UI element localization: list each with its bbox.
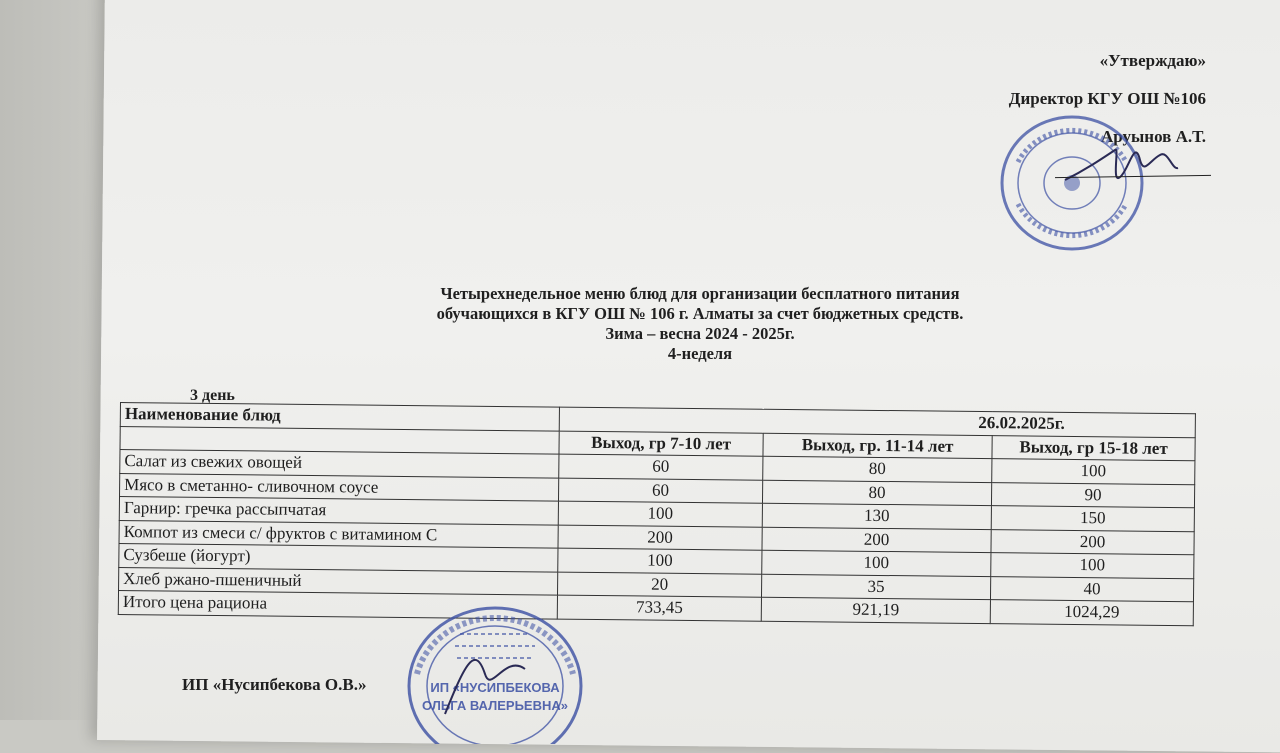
- header-age-15-18: Выход, гр 15-18 лет: [992, 435, 1195, 461]
- portion-7-10: 100: [558, 548, 762, 574]
- portion-15-18: 100: [991, 553, 1194, 579]
- director-signature-icon: [1060, 130, 1180, 200]
- portion-15-18: 200: [991, 529, 1194, 555]
- supplier-seal-stamp-icon: [405, 604, 585, 744]
- document-title: [300, 284, 1100, 364]
- portion-15-18: 150: [991, 506, 1194, 532]
- portion-15-18: 40: [990, 576, 1193, 602]
- portion-11-14: 35: [761, 574, 990, 600]
- menu-table: [118, 402, 1196, 626]
- portion-11-14: 80: [762, 480, 991, 506]
- portion-7-10: 200: [558, 525, 762, 551]
- portion-15-18: 90: [991, 482, 1194, 508]
- total-price-11-14: 921,19: [761, 597, 990, 623]
- approval-name: Аруынов А.Т.: [1101, 127, 1206, 146]
- approval-heading: «Утверждаю»: [1099, 51, 1206, 70]
- portion-7-10: 60: [558, 478, 762, 504]
- stamp-text-line-1: ИП «НУСИПБЕКОВА: [430, 680, 560, 695]
- dish-name: Мясо в сметанно- сливочном соусе: [120, 473, 559, 501]
- title-line-2: обучающихся в КГУ ОШ № 106 г. Алматы за счет бюджетных средств.: [436, 304, 964, 323]
- dish-name: Компот из смеси с/ фруктов с витамином С: [119, 520, 558, 548]
- stamp-text-line-2: ОЛЬГА ВАЛЕРЬЕВНА»: [422, 698, 568, 713]
- date-cell: 26.02.2025г.: [559, 407, 1195, 437]
- dish-name: Хлеб ржано-пшеничный: [119, 567, 558, 595]
- total-price-7-10: 733,45: [557, 595, 761, 621]
- portion-11-14: 200: [762, 527, 991, 553]
- dish-name: Салат из свежих овощей: [120, 450, 559, 478]
- title-line-1: Четырехнедельное меню блюд для организации бесплатного питания: [440, 284, 960, 303]
- total-price-15-18: 1024,29: [990, 600, 1193, 626]
- portion-11-14: 130: [762, 503, 991, 529]
- title-line-3: Зима – весна 2024 - 2025г.: [605, 324, 795, 343]
- portion-7-10: 60: [559, 454, 763, 480]
- dish-name: Сузбеше (йогурт): [119, 543, 558, 571]
- header-dish-name: Наименование блюд: [120, 403, 559, 431]
- portion-11-14: 80: [763, 456, 992, 482]
- approval-position: Директор КГУ ОШ №106: [1008, 89, 1206, 108]
- header-age-7-10: Выход, гр 7-10 лет: [559, 431, 763, 457]
- day-label: 3 день: [190, 387, 235, 404]
- total-label: Итого цена рациона: [118, 590, 557, 618]
- dish-name: Гарнир: гречка рассыпчатая: [119, 497, 558, 525]
- title-line-4: 4-неделя: [667, 344, 733, 363]
- portion-7-10: 20: [558, 572, 762, 598]
- portion-15-18: 100: [992, 459, 1195, 485]
- supplier-name: ИП «Нусипбекова О.В.»: [182, 675, 367, 694]
- header-age-11-14: Выход, гр. 11-14 лет: [763, 433, 992, 459]
- portion-7-10: 100: [558, 501, 762, 527]
- portion-11-14: 100: [762, 550, 991, 576]
